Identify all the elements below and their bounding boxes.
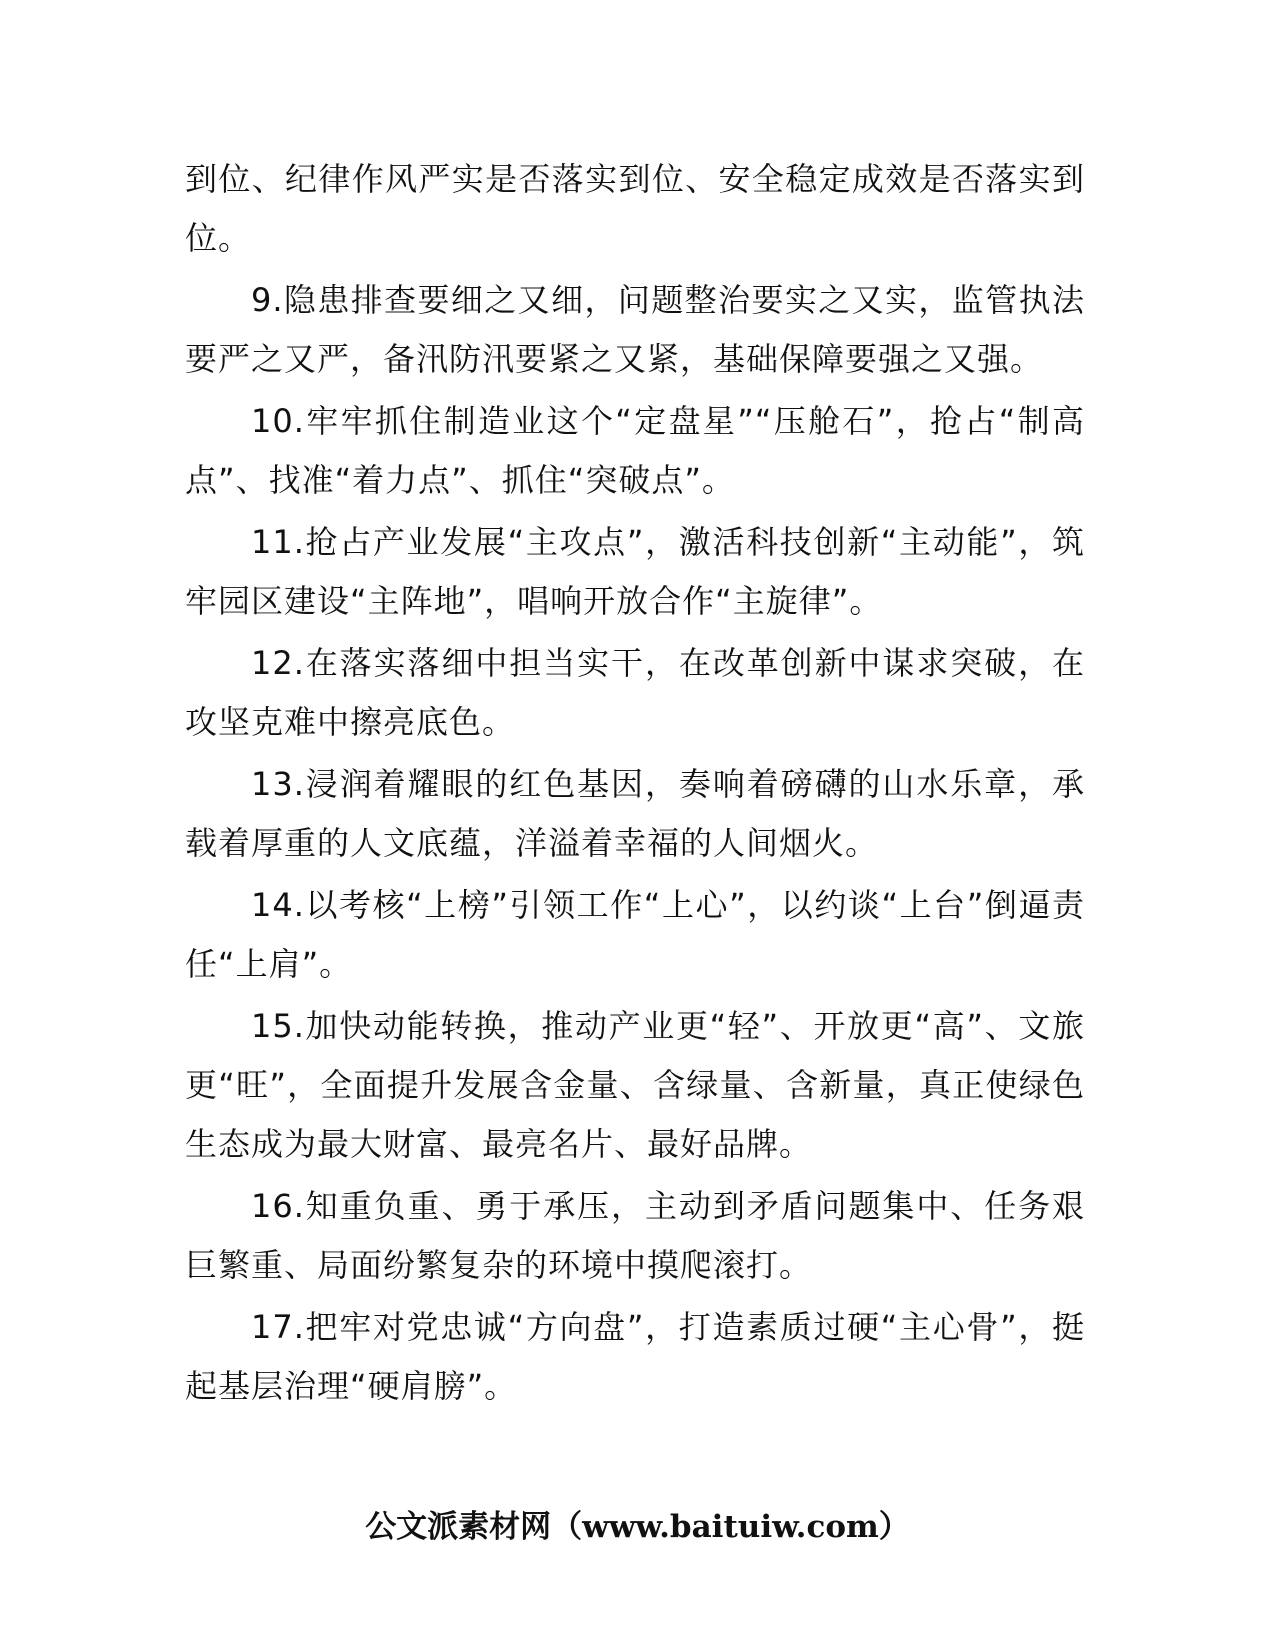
document-body [185,150,1085,1419]
paragraph-item-17: 17.把牢对党忠诚“方向盘”，打造素质过硬“主心骨”，挺起基层治理“硬肩膀”。 [185,1308,1085,1405]
paragraph-item-13: 13.浸润着耀眼的红色基因，奏响着磅礴的山水乐章，承载着厚重的人文底蕴，洋溢着幸福的人间烟火。 [185,765,1085,862]
paragraph-item-9: 9.隐患排查要细之又细，问题整治要实之又实，监管执法要严之又严，备汛防汛要紧之又紧，基础保障要强之又强。 [185,281,1085,378]
paragraph-item-16: 16.知重负重、勇于承压，主动到矛盾问题集中、任务艰巨繁重、局面纷繁复杂的环境中摸爬滚打。 [185,1187,1085,1284]
paragraph-item-14: 14.以考核“上榜”引领工作“上心”，以约谈“上台”倒逼责任“上肩”。 [185,886,1085,983]
paragraph-continuation: 到位、纪律作风严实是否落实到位、安全稳定成效是否落实到位。 [185,160,1085,257]
paragraph-item-11: 11.抢占产业发展“主攻点”，激活科技创新“主动能”，筑牢园区建设“主阵地”，唱响开放合作“主旋律”。 [185,523,1085,620]
paragraph-item-10: 10.牢牢抓住制造业这个“定盘星”“压舱石”，抢占“制高点”、找准“着力点”、抓住“突破点”。 [185,402,1085,499]
paragraph-item-15: 15.加快动能转换，推动产业更“轻”、开放更“高”、文旅更“旺”，全面提升发展含金量、含绿量、含新量，真正使绿色生态成为最大财富、最亮名片、最好品牌。 [185,1007,1085,1163]
paragraph-item-12: 12.在落实落细中担当实干，在改革创新中谋求突破，在攻坚克难中擦亮底色。 [185,644,1085,741]
footer-watermark: 公文派素材网（www.baituiw.com） [365,1509,910,1545]
